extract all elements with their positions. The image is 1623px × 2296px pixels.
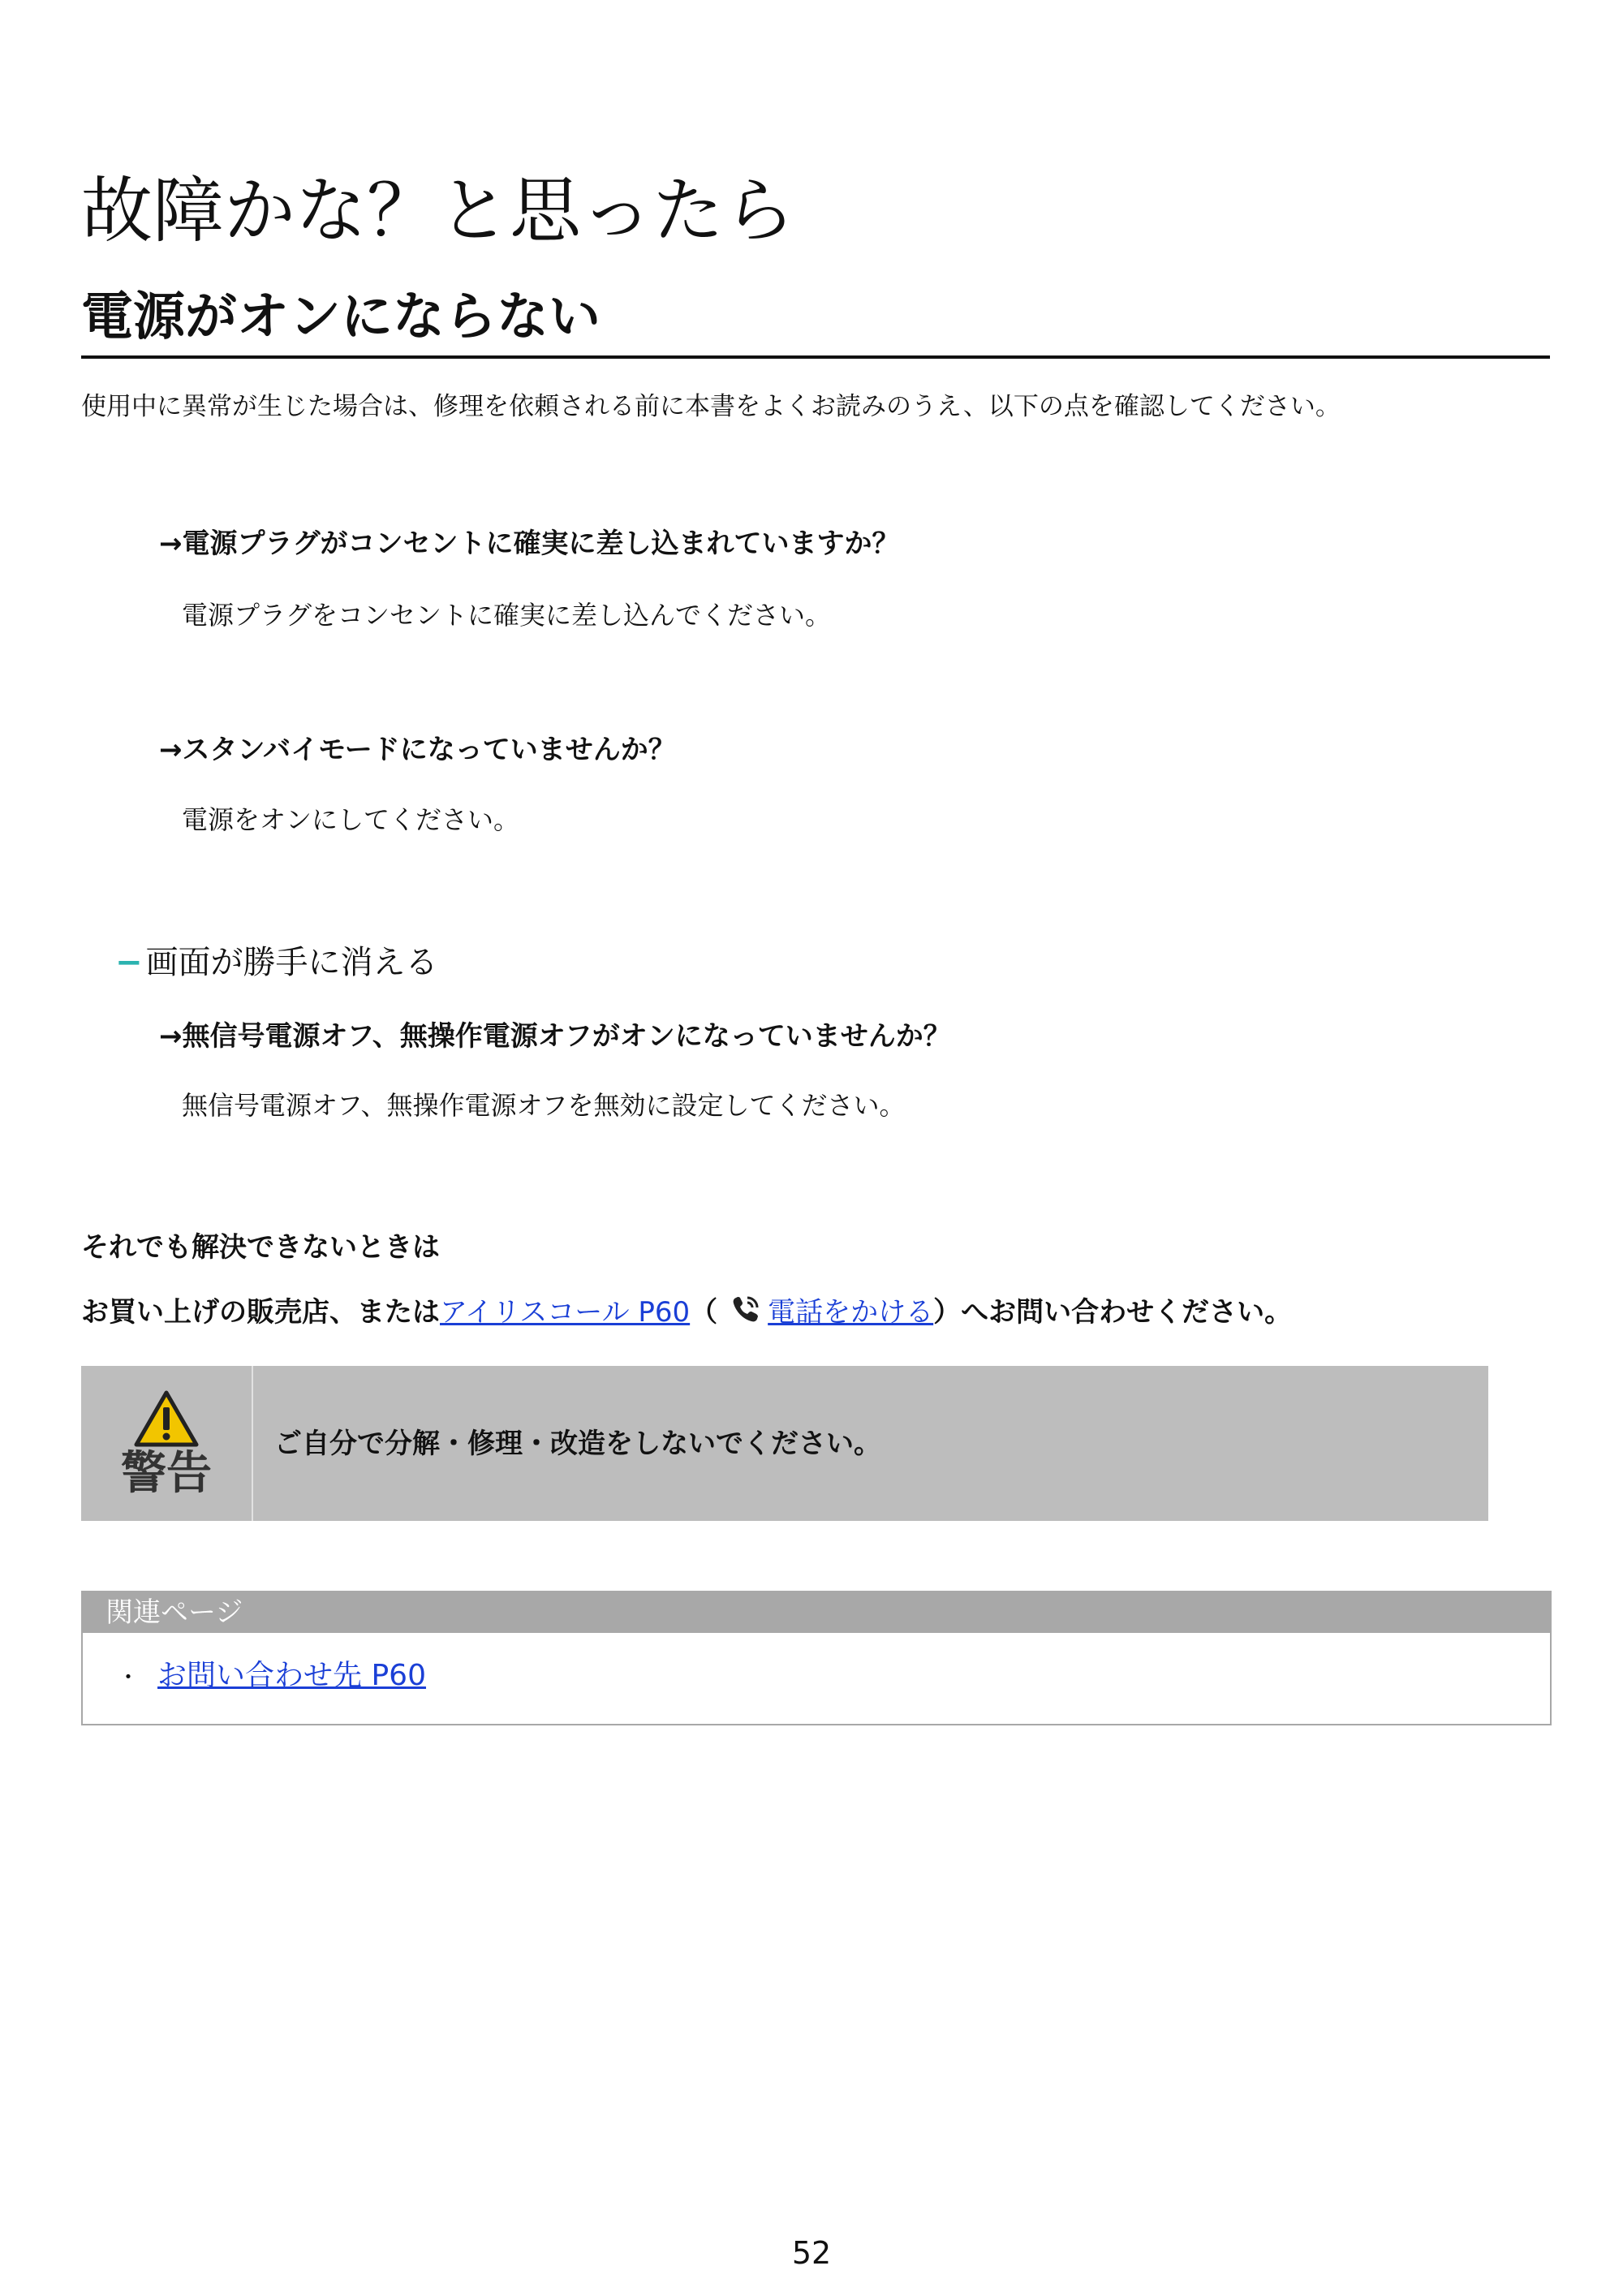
warning-box [81, 1366, 1488, 1521]
fallback-line-2 [81, 1292, 1292, 1333]
bullet: ・ [117, 1664, 140, 1691]
warning-triangle-icon [133, 1389, 200, 1448]
page-number: 52 [791, 2235, 832, 2271]
paren-open: （ [690, 1296, 718, 1329]
page-title: 故障かな？と思ったら [81, 169, 796, 252]
check-answer-3: 無信号電源オフ、無操作電源オフを無効に設定してください。 [182, 1090, 906, 1121]
call-link[interactable]: 電話をかける [768, 1296, 934, 1329]
section-title: 電源がオンにならない [81, 284, 1550, 359]
fallback-suffix: ）へお問い合わせください。 [933, 1296, 1293, 1329]
warning-text: ご自分で分解・修理・改造をしないでください。 [274, 1427, 881, 1460]
subsection-title: 画面が勝手に消える [145, 944, 438, 981]
fallback-prefix: お買い上げの販売店、または [81, 1296, 440, 1329]
related-pages-box [81, 1591, 1552, 1725]
iris-call-link[interactable]: アイリスコール P60 [440, 1296, 691, 1329]
check-question-3: →無信号電源オフ、無操作電源オフがオンになっていませんか？ [159, 1020, 951, 1053]
contact-link[interactable]: お問い合わせ先 P60 [157, 1659, 426, 1692]
warning-label: 警告 [121, 1446, 212, 1500]
phone-icon [729, 1294, 761, 1326]
check-answer-1: 電源プラグをコンセントに確実に差し込んでください。 [182, 600, 832, 631]
subsection-heading [115, 940, 438, 985]
check-answer-2: 電源をオンにしてください。 [182, 804, 520, 835]
related-item [117, 1656, 426, 1698]
intro-text: 使用中に異常が生じた場合は、修理を依頼される前に本書をよくお読みのうえ、以下の点を確認してください。 [81, 392, 1341, 421]
fallback-line-1: それでも解決できないときは [81, 1231, 440, 1264]
related-pages-header: 関連ページ [83, 1592, 1550, 1633]
check-question-2: →スタンバイモードになっていませんか？ [159, 734, 676, 766]
accent-dash: − [115, 944, 143, 981]
check-question-1: →電源プラグがコンセントに確実に差し込まれていますか？ [159, 528, 900, 560]
warning-icon-cell [81, 1366, 253, 1521]
